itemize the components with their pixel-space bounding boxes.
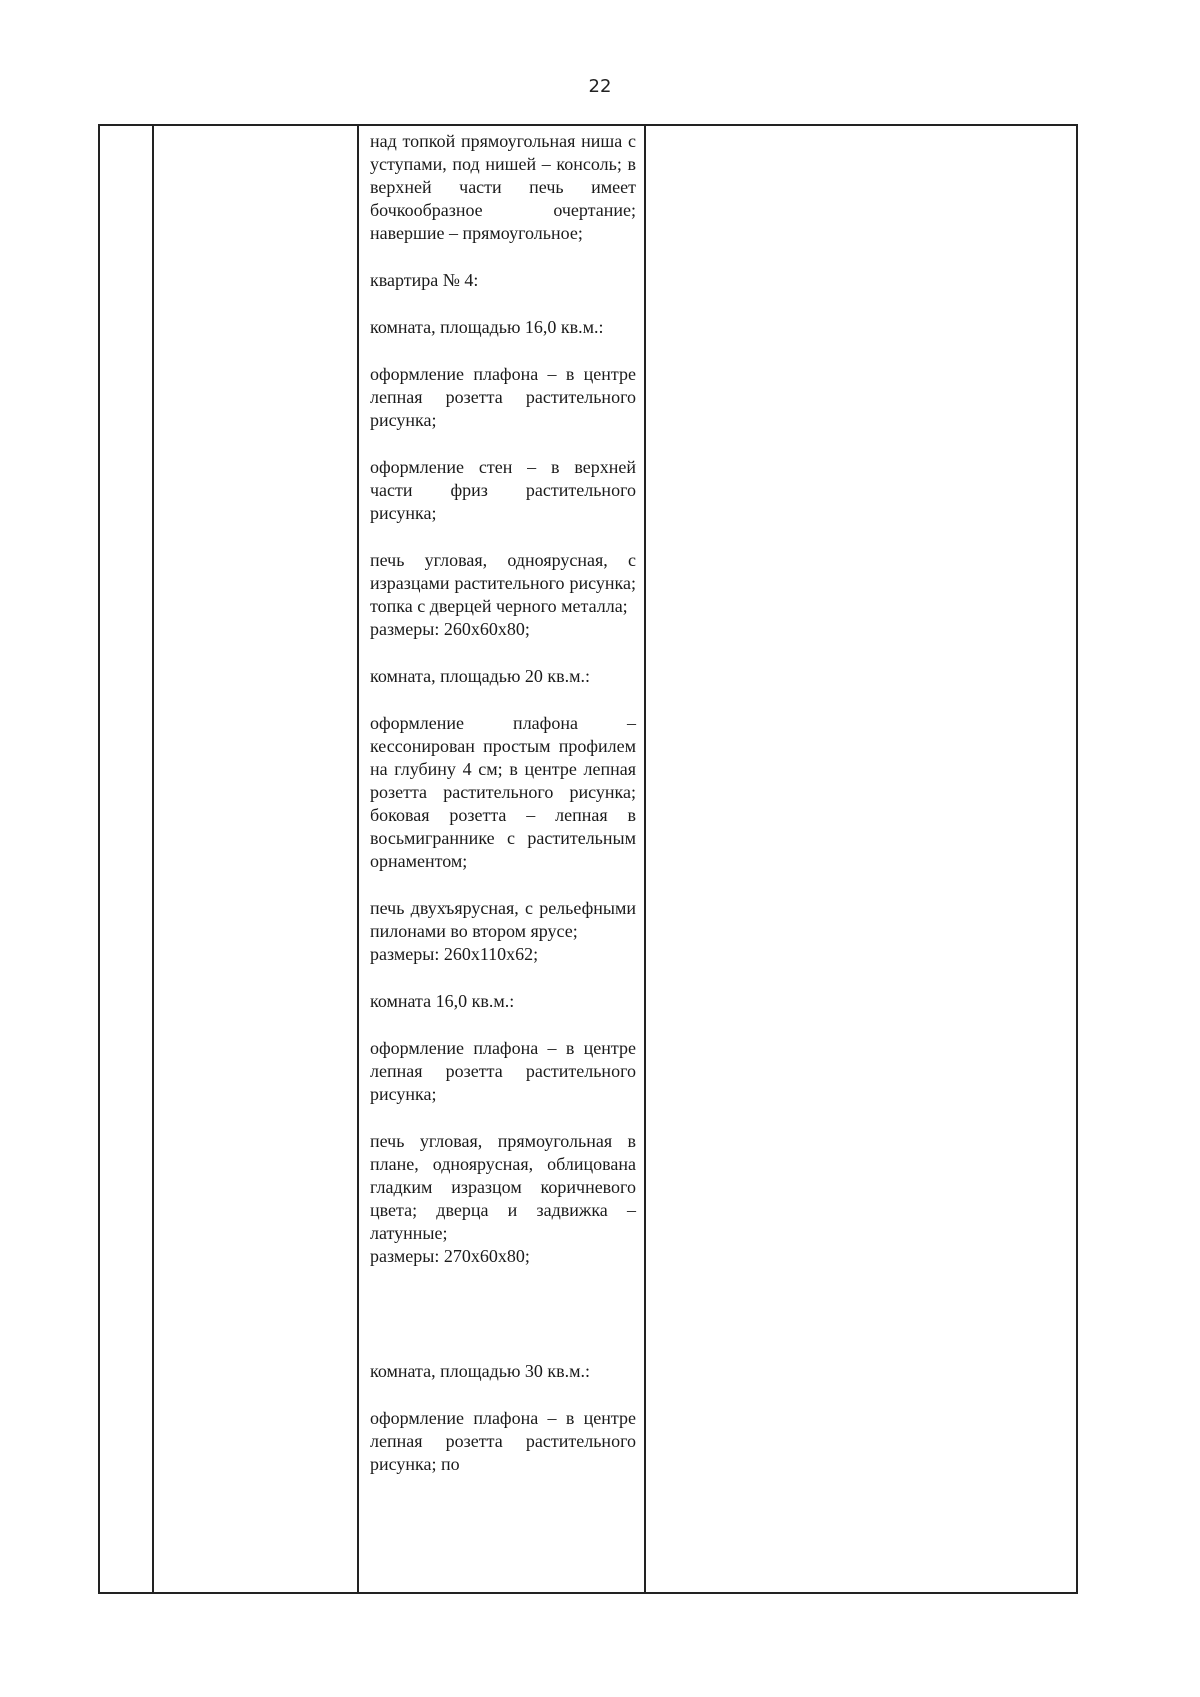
- column-divider-3: [644, 126, 646, 1592]
- description-column: [370, 130, 636, 1476]
- paragraph-walls: оформление стен – в верхней части фриз растительного рисунка;: [370, 457, 636, 523]
- page-number: 22: [588, 76, 612, 97]
- paragraph-dimensions-1: размеры: 260х60х80;: [370, 619, 530, 639]
- paragraph-room-20: комната, площадью 20 кв.м.:: [370, 666, 591, 686]
- paragraph-room-16: комната, площадью 16,0 кв.м.:: [370, 317, 604, 337]
- document-table: [98, 124, 1078, 1594]
- paragraph-ceiling-3: оформление плафона – в центре лепная розетта растительного рисунка;: [370, 1038, 636, 1104]
- paragraph-stove-2: печь двухъярусная, с рельефными пилонами во втором ярусе;: [370, 898, 636, 941]
- paragraph-ceiling-4: оформление плафона – в центре лепная розетта растительного рисунка; по: [370, 1408, 636, 1474]
- paragraph-stove-continuation: над топкой прямоугольная ниша с уступами, под нишей – консоль; в верхней части печь имеет бочкообразное очертание; навершие – прямоугольное;: [370, 131, 636, 243]
- paragraph-room-30: комната, площадью 30 кв.м.:: [370, 1361, 591, 1381]
- paragraph-apartment-heading: квартира № 4:: [370, 270, 479, 290]
- paragraph-dimensions-2: размеры: 260х110х62;: [370, 944, 539, 964]
- paragraph-stove-1: печь угловая, одноярусная, с изразцами растительного рисунка; топка с дверцей черного металла;: [370, 550, 636, 616]
- paragraph-dimensions-3: размеры: 270х60х80;: [370, 1246, 530, 1266]
- paragraph-stove-3: печь угловая, прямоугольная в плане, одноярусная, облицована гладким изразцом коричневого цвета; дверца и задвижка – латунные;: [370, 1131, 636, 1243]
- column-divider-2: [357, 126, 359, 1592]
- paragraph-ceiling-1: оформление плафона – в центре лепная розетта растительного рисунка;: [370, 364, 636, 430]
- paragraph-room-16-b: комната 16,0 кв.м.:: [370, 991, 515, 1011]
- paragraph-ceiling-2: оформление плафона – кессонирован простым профилем на глубину 4 см; в центре лепная розетта растительного рисунка; боковая розетта – лепная в восьмиграннике с растительным орнаментом;: [370, 713, 636, 871]
- column-divider-1: [152, 126, 154, 1592]
